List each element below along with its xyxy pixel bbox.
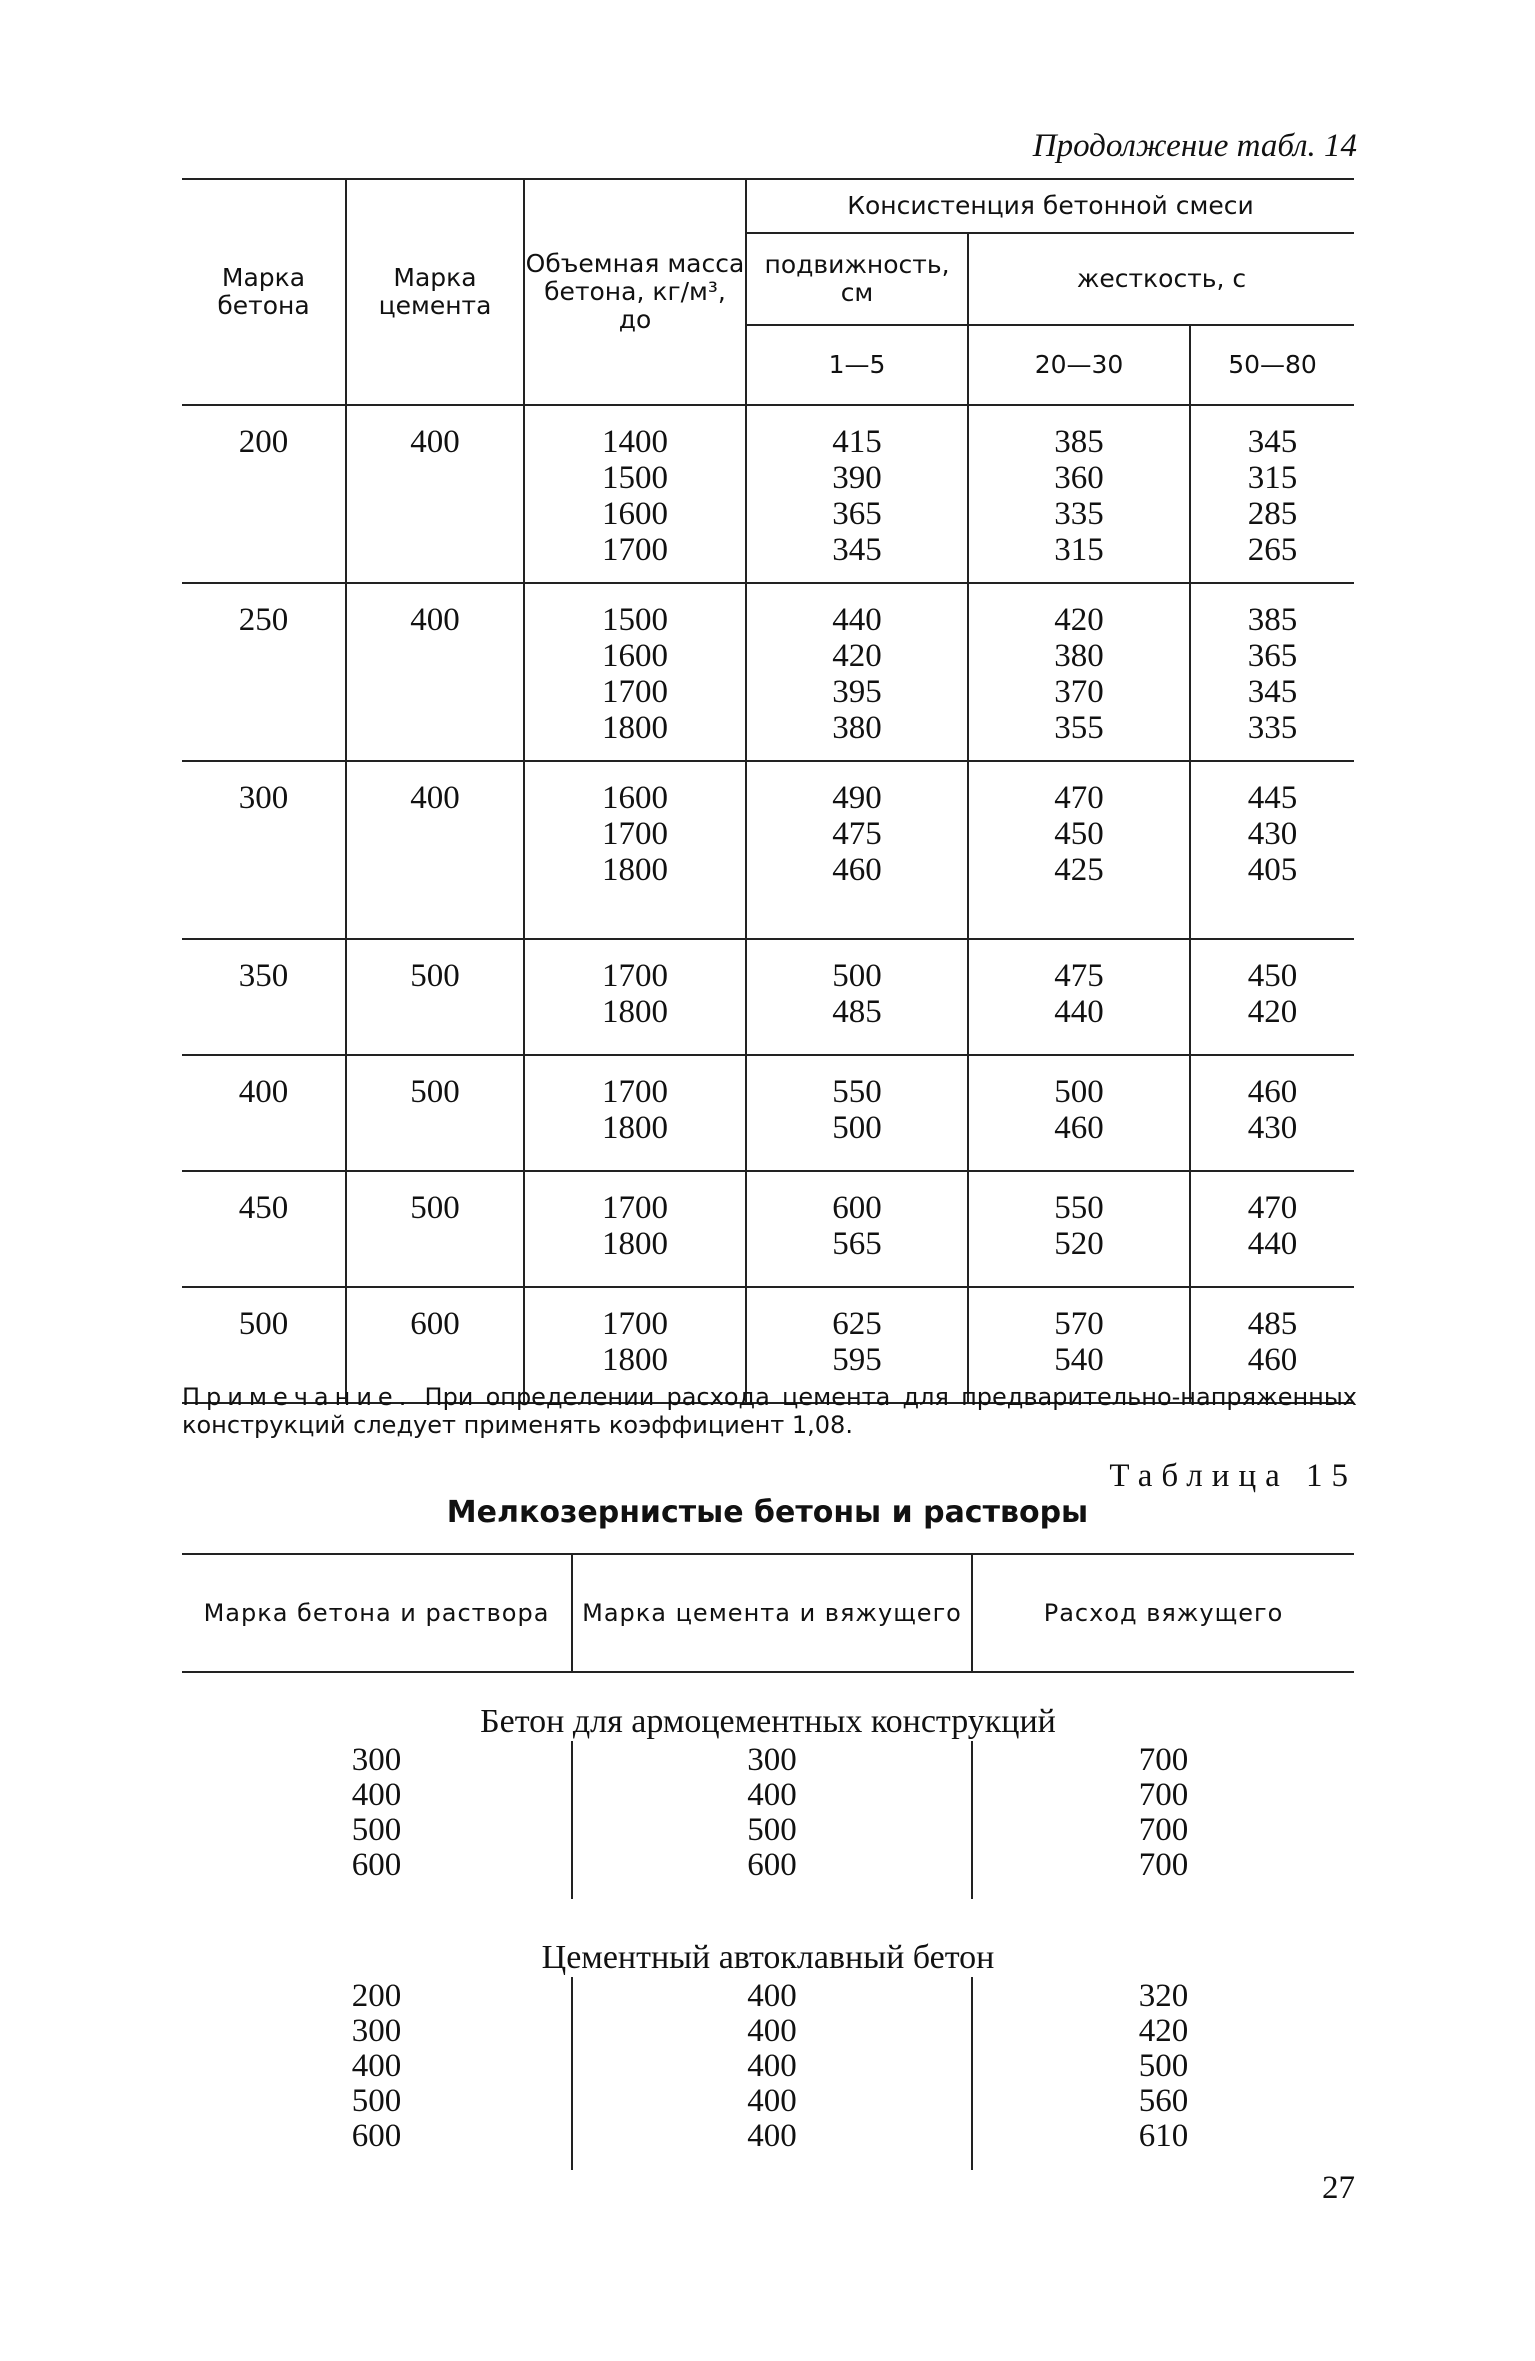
- consumption-cell: 320 420 500 560 610: [972, 1977, 1354, 2170]
- table-row: [182, 583, 1354, 761]
- stiffness-20-30-cell: 500 460: [968, 1055, 1190, 1171]
- consumption-cell: 700 700 700 700: [972, 1741, 1354, 1899]
- header-consistency: Консистенция бетонной смеси: [746, 179, 1354, 233]
- note-label: Примечание.: [182, 1383, 413, 1411]
- stiffness-20-30-cell: 470 450 425: [968, 761, 1190, 939]
- mobility-cell: 500 485: [746, 939, 968, 1055]
- density-cell: 1700 1800: [524, 939, 746, 1055]
- table-row: [182, 1977, 1354, 2170]
- mobility-cell: 600 565: [746, 1171, 968, 1287]
- cement-grade-cell: 500: [346, 939, 524, 1055]
- table-row: [182, 1055, 1354, 1171]
- cement-grade-cell: 400: [346, 761, 524, 939]
- mobility-cell: 415 390 365 345: [746, 405, 968, 583]
- stiffness-20-30-cell: 420 380 370 355: [968, 583, 1190, 761]
- table-note: [182, 1383, 1357, 1439]
- stiffness-50-80-cell: 485 460: [1190, 1287, 1354, 1403]
- cement-grade-cell: 500: [346, 1171, 524, 1287]
- stiffness-50-80-cell: 460 430: [1190, 1055, 1354, 1171]
- cement-binder-cell: 300 400 500 600: [572, 1741, 972, 1899]
- header-mobility-range: 1—5: [746, 325, 968, 405]
- table-row: [182, 1171, 1354, 1287]
- table-row: [182, 761, 1354, 939]
- table-row: [182, 1741, 1354, 1899]
- density-cell: 1600 1700 1800: [524, 761, 746, 939]
- note-text: При определении расхода цемента для предварительно-напряженных конструкций следует применять коэффициент 1,08.: [182, 1383, 1357, 1439]
- mobility-cell: 490 475 460: [746, 761, 968, 939]
- stiffness-50-80-cell: 345 315 285 265: [1190, 405, 1354, 583]
- header-bulk-density: Объемная масса бетона, кг/м³, до: [524, 179, 746, 405]
- header-binder-consumption: Расход вяжущего: [972, 1554, 1354, 1672]
- header-stiffness: жесткость, с: [968, 233, 1354, 325]
- table15-title: Мелкозернистые бетоны и растворы: [446, 1495, 1089, 1530]
- stiffness-20-30-cell: 475 440: [968, 939, 1190, 1055]
- section-title: Бетон для армоцементных конструкций: [480, 1703, 1056, 1740]
- stiffness-50-80-cell: 385 365 345 335: [1190, 583, 1354, 761]
- concrete-grade-cell: 250: [238, 602, 289, 638]
- table-row: [182, 939, 1354, 1055]
- table15-label: Таблица 15: [1109, 1458, 1357, 1494]
- header-stiffness-range-2: 50—80: [1190, 325, 1354, 405]
- concrete-grade-cell: 350: [238, 958, 289, 994]
- density-cell: 1500 1600 1700 1800: [524, 583, 746, 761]
- stiffness-20-30-cell: 570 540: [968, 1287, 1190, 1403]
- stiffness-20-30-cell: 550 520: [968, 1171, 1190, 1287]
- concrete-grade-cell: 200: [238, 424, 289, 460]
- mobility-cell: 440 420 395 380: [746, 583, 968, 761]
- table-row: [182, 405, 1354, 583]
- mobility-cell: 550 500: [746, 1055, 968, 1171]
- concrete-grade-cell: 300: [238, 780, 289, 816]
- header-mobility: подвижность, см: [746, 233, 968, 325]
- header-stiffness-range-1: 20—30: [968, 325, 1190, 405]
- density-cell: 1700 1800: [524, 1287, 746, 1403]
- section-title-row: [182, 1899, 1354, 1977]
- header-concrete-grade: Марка бетона: [182, 179, 346, 405]
- concrete-grade-cell: 500: [238, 1306, 289, 1342]
- stiffness-50-80-cell: 450 420: [1190, 939, 1354, 1055]
- density-cell: 1400 1500 1600 1700: [524, 405, 746, 583]
- page-number: 27: [1322, 2170, 1355, 2206]
- fine-grain-concrete-table: [182, 1553, 1354, 2170]
- cement-binder-cell: 400 400 400 400 400: [572, 1977, 972, 2170]
- cement-grade-cell: 400: [346, 405, 524, 583]
- density-cell: 1700 1800: [524, 1055, 746, 1171]
- concrete-grade-cell: 450: [238, 1190, 289, 1226]
- cement-grade-cell: 500: [346, 1055, 524, 1171]
- section-title: Цементный автоклавный бетон: [541, 1939, 995, 1976]
- header-cement-binder: Марка цемента и вяжущего: [572, 1554, 972, 1672]
- concrete-consumption-table: [182, 178, 1354, 1404]
- header-cement-grade: Марка цемента: [346, 179, 524, 405]
- stiffness-20-30-cell: 385 360 335 315: [968, 405, 1190, 583]
- stiffness-50-80-cell: 445 430 405: [1190, 761, 1354, 939]
- grade-cell: 200 300 400 500 600: [351, 1978, 402, 2154]
- table14-body: [182, 405, 1354, 1403]
- mobility-cell: 625 595: [746, 1287, 968, 1403]
- table15-body: [182, 1672, 1354, 2170]
- cement-grade-cell: 400: [346, 583, 524, 761]
- table-continuation-caption: Продолжение табл. 14: [1032, 128, 1357, 164]
- cement-grade-cell: 600: [346, 1287, 524, 1403]
- header-grade: Марка бетона и раствора: [182, 1554, 572, 1672]
- section-title-row: [182, 1672, 1354, 1741]
- grade-cell: 300 400 500 600: [351, 1742, 402, 1883]
- stiffness-50-80-cell: 470 440: [1190, 1171, 1354, 1287]
- density-cell: 1700 1800: [524, 1171, 746, 1287]
- concrete-grade-cell: 400: [238, 1074, 289, 1110]
